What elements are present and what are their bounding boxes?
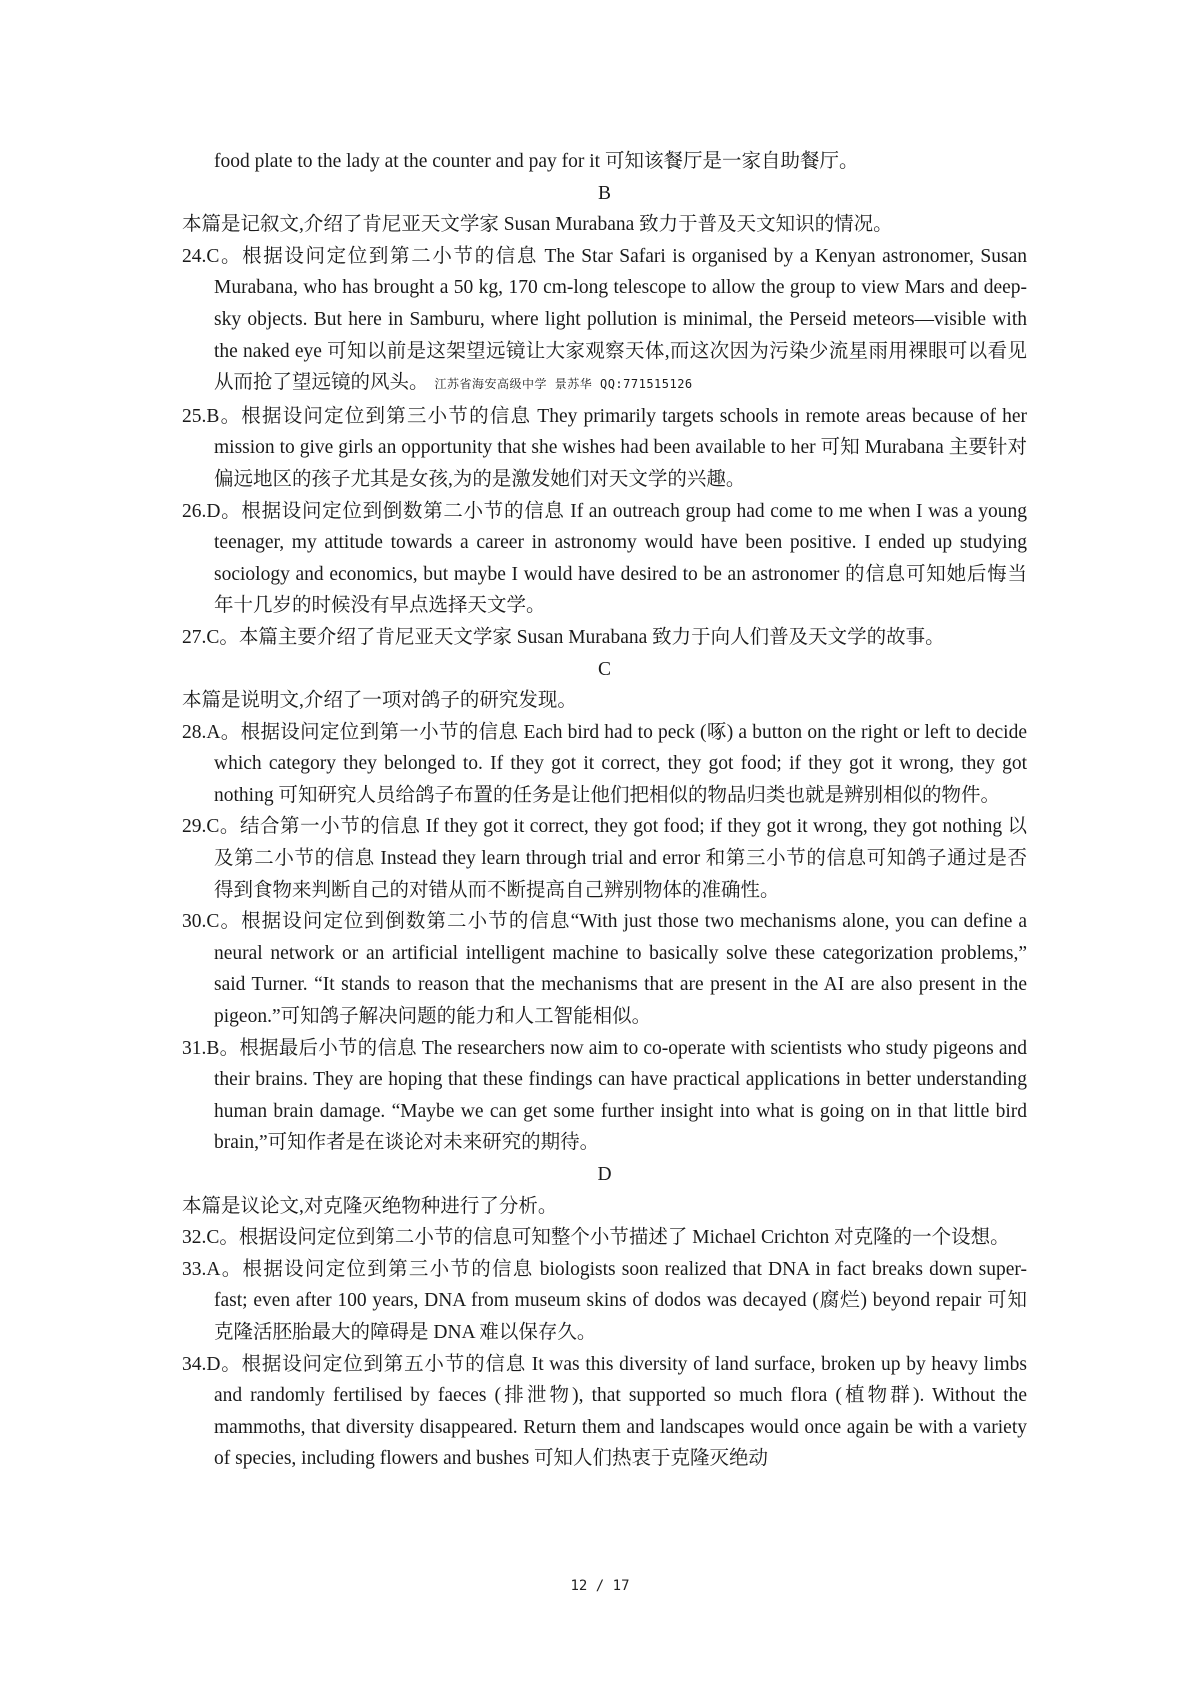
continued-paragraph: food plate to the lady at the counter and pay for it 可知该餐厅是一家自助餐厅。 xyxy=(214,151,859,172)
page-current: 12 xyxy=(570,1578,588,1594)
answer-item-33: 33.A。根据设问定位到第三小节的信息 biologists soon realized that DNA in fact breaks down super-fast; even after 100 years, DNA from museum skins of dodos was decayed (腐烂) beyond repair 可知克隆活胚胎最大的障碍是 DNA 难以保存久。 xyxy=(182,1258,1027,1343)
answer-item-25: 25.B。根据设问定位到第三小节的信息 They primarily targets schools in remote areas because of her mission to give girls an opportunity that she wishes had been available to her 可知 Murabana 主要针对偏远地区的孩子尤其是女孩,为的是激发她们对天文学的兴趣。 xyxy=(182,405,1027,490)
section-summary-c: 本篇是说明文,介绍了一项对鸽子的研究发现。 xyxy=(182,690,577,712)
answer-item-31: 31.B。根据最后小节的信息 The researchers now aim to co-operate with scientists who study pigeons and their brains. They are hoping that these findings can have practical applications in better understanding human brain damage. “Maybe we can get some further insight into what is going on in that little bird brain,”可知作者是在谈论对未来研究的期待。 xyxy=(182,1037,1027,1154)
page-total: 17 xyxy=(612,1578,630,1594)
section-heading-d: D xyxy=(597,1164,612,1185)
section-summary-b: 本篇是记叙文,介绍了肯尼亚天文学家 Susan Murabana 致力于普及天文知识的情况。 xyxy=(182,214,893,236)
answer-explanations xyxy=(182,146,1027,1475)
section-heading-b: B xyxy=(597,182,611,204)
watermark-text: 江苏省海安高级中学 景苏华 QQ:771515126 xyxy=(434,377,693,392)
answer-item-26: 26.D。根据设问定位到倒数第二小节的信息 If an outreach group had come to me when I was a young teenager, my attitude towards a career in astronomy would have been positive. I ended up studying sociology and economics, but maybe I would have desired to be an astronomer 的信息可知她后悔当年十几岁的时候没有早点选择天文学。 xyxy=(182,500,1027,617)
answer-item-32: 32.C。根据设问定位到第二小节的信息可知整个小节描述了 Michael Crichton 对克隆的一个设想。 xyxy=(182,1227,1010,1249)
answer-item-34: 34.D。根据设问定位到第五小节的信息 It was this diversity of land surface, broken up by heavy limbs and randomly fertilised by faeces (排泄物), that supported so much flora (植物群). Without the mammoths, that diversity disappeared. Return them and landscapes would once again be with a variety of species, including flowers and bushes 可知人们热衷于克隆灭绝动 xyxy=(182,1353,1027,1470)
answer-text: 24.C。根据设问定位到第二小节的信息 The Star Safari is organised by a Kenyan astronomer, Susan Murabana, who has brought a 50 kg, 170 cm-long telescope to allow the group to view Mars and deep-sky objects. But here in Samburu, where light pollution is minimal, the Perseid meteors—visible with the naked eye 可知以前是这架望远镜让大家观察天体,而这次因为污染少流星雨用裸眼可以看见从而抢了望远镜的风头。 xyxy=(182,245,1027,394)
answer-item-27: 27.C。本篇主要介绍了肯尼亚天文学家 Susan Murabana 致力于向人们普及天文学的故事。 xyxy=(182,626,945,648)
page-number xyxy=(0,1578,1200,1594)
answer-item-24 xyxy=(182,241,1027,401)
section-heading-c: C xyxy=(597,658,611,680)
answer-item-30: 30.C。根据设问定位到倒数第二小节的信息“With just those two mechanisms alone, you can define a neural network or an artificial intelligent machine to basically solve these categorization problems,” said Turner. “It stands to reason that the mechanisms that are present in the AI are also present in the pigeon.”可知鸽子解决问题的能力和人工智能相似。 xyxy=(182,911,1027,1028)
section-summary-d: 本篇是议论文,对克隆灭绝物种进行了分析。 xyxy=(182,1195,558,1217)
answer-item-29: 29.C。结合第一小节的信息 If they got it correct, they got food; if they got it wrong, they got nothing 以及第二小节的信息 Instead they learn through trial and error 和第三小节的信息可知鸽子通过是否得到食物来判断自己的对错从而不断提高自己辨别物体的准确性。 xyxy=(182,816,1027,901)
answer-item-28: 28.A。根据设问定位到第一小节的信息 Each bird had to peck (啄) a button on the right or left to decide which category they belonged to. If they got it correct, they got food; if they got it wrong, they got nothing 可知研究人员给鸽子布置的任务是让他们把相似的物品归类也就是辨别相似的物件。 xyxy=(182,721,1027,806)
page-separator: / xyxy=(595,1578,605,1594)
